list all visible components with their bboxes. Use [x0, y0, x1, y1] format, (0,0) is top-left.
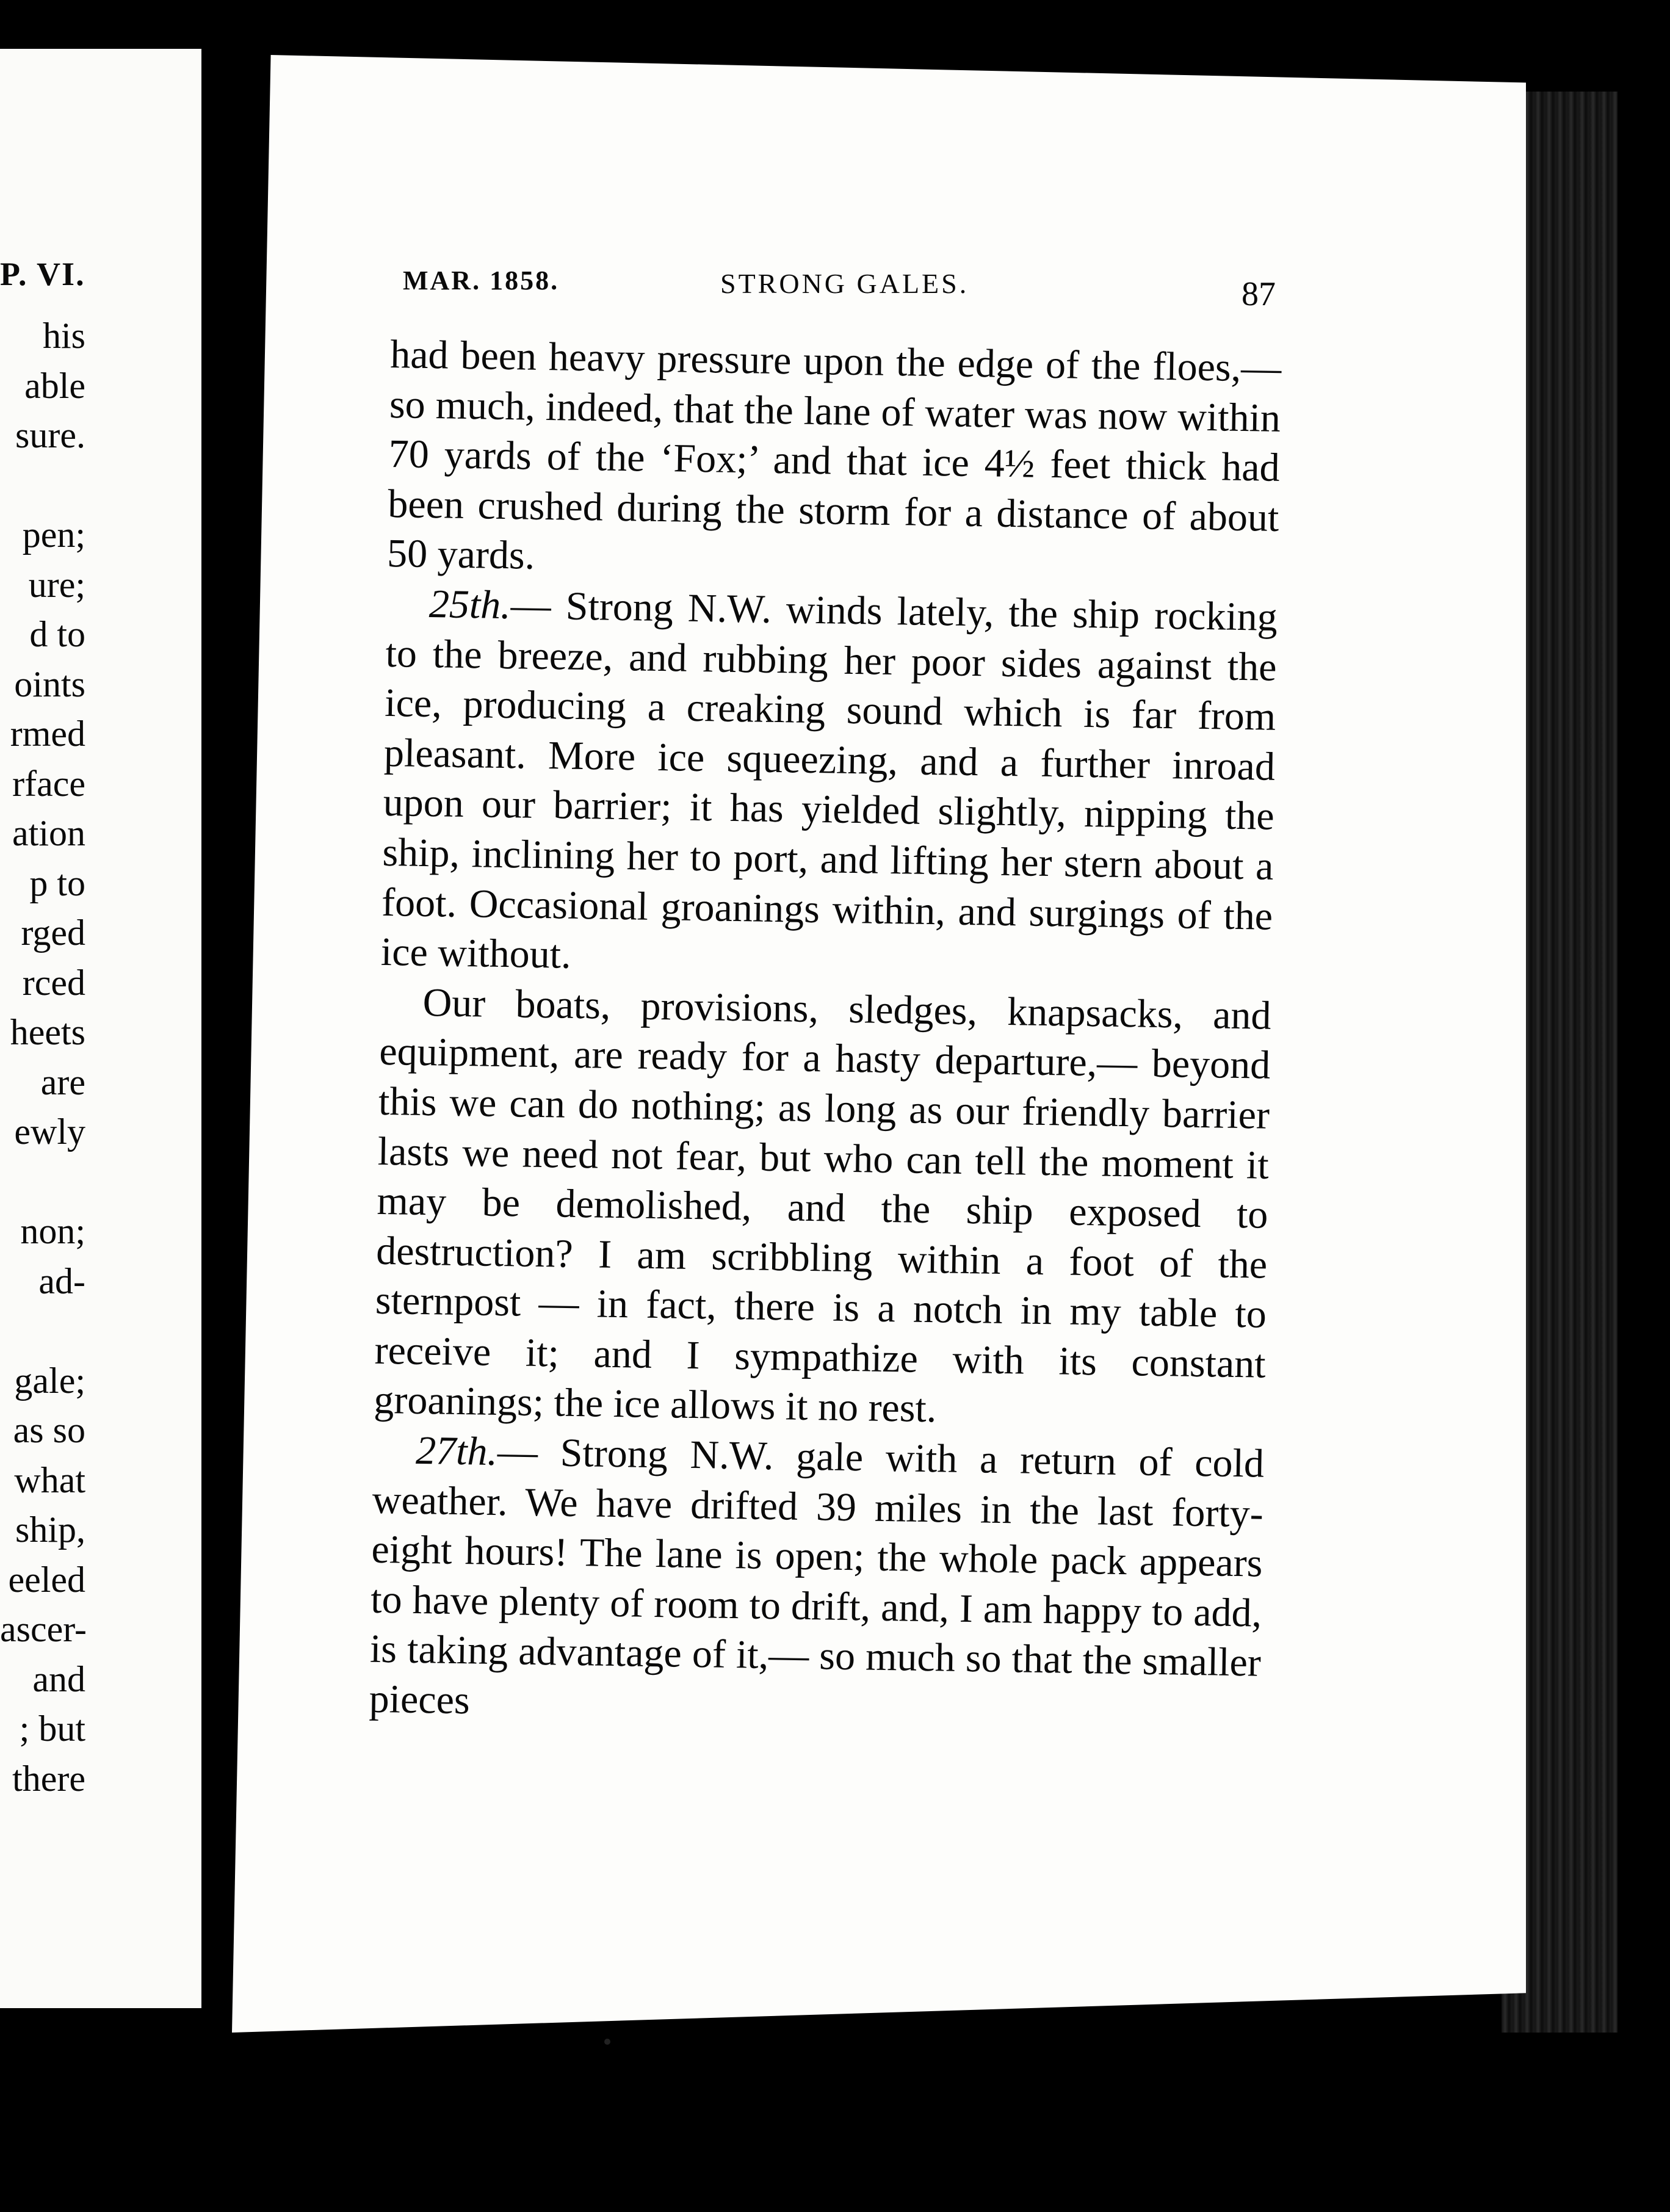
left-line: sure.	[15, 415, 85, 455]
left-line: able	[24, 365, 85, 406]
left-line: ad-	[38, 1260, 85, 1301]
paragraph-text: — Strong N.W. winds lately, the ship rocking to the breeze, and rubbing her poor sides against the ice, producing a creaking sound which is far from pleasant. More ice squeezing, and a further inroad upon our barrier; it has yielded slightly, nipping the ship, inclining her to port, and lifting her stern about a foot. Occasional groanings within, and surgings of the ice without.	[380, 583, 1278, 977]
left-line: non;	[20, 1211, 85, 1251]
left-line: heets	[10, 1012, 85, 1052]
left-line: p to	[29, 862, 85, 903]
paragraph	[369, 1425, 1265, 1738]
left-line: ation	[12, 813, 85, 853]
paragraph-text: — Strong N.W. gale with a return of cold weather. We have drifted 39 miles in the last forty-eight hours! The lane is open; the whole pack appears to have plenty of room to drift, and, I am happy to add, is taking advantage of it,— so much so that the smaller pieces	[369, 1429, 1265, 1723]
left-line: eeled	[8, 1559, 85, 1600]
left-line: rface	[12, 763, 85, 804]
running-head-title: STRONG GALES.	[720, 268, 969, 299]
body-text	[369, 330, 1282, 1738]
left-line: his	[42, 316, 85, 356]
left-running-head: P. VI.	[0, 256, 85, 292]
left-page	[0, 49, 201, 2008]
running-head	[403, 256, 1276, 317]
left-line	[0, 1157, 201, 1207]
left-line: what	[14, 1459, 85, 1500]
left-line: rged	[21, 913, 85, 953]
left-line: are	[40, 1061, 85, 1102]
left-line: rced	[22, 962, 85, 1003]
left-line: and	[32, 1658, 85, 1699]
paragraph	[380, 579, 1278, 991]
left-line: pen;	[22, 515, 85, 555]
left-line: ship,	[15, 1509, 85, 1550]
left-line: gale;	[14, 1360, 85, 1401]
left-line: rmed	[10, 714, 85, 754]
left-line: d to	[29, 614, 85, 654]
left-line	[0, 461, 201, 511]
left-line: there	[12, 1758, 85, 1799]
left-line: ewly	[14, 1111, 85, 1152]
paragraph: had been heavy pressure upon the edge of the floes,— so much, indeed, that the lane of water was now within 70 yards of the ‘Fox;’ and that ice 4½ feet thick had been crushed during the storm for a distance of about 50 yards.	[386, 331, 1282, 579]
entry-date: 25th.	[428, 582, 511, 628]
running-head-date: MAR. 1858.	[403, 266, 560, 295]
paragraph: Our boats, provisions, sledges, knapsacks, and equipment, are ready for a hasty departure,— beyond this we can do nothing; as long as our friendly barrier lasts we need not fear, but who can tell the moment it may be demolished, and the ship exposed to destruction? I am scribbling within a foot of the sternpost — in fact, there is a notch in my table to receive it; and I sympathize with its constant groanings; the ice allows it no rest.	[373, 980, 1272, 1431]
left-line	[0, 1306, 201, 1356]
left-line: ascer-	[0, 1609, 87, 1649]
left-line: as so	[13, 1410, 85, 1450]
left-page-text	[0, 311, 201, 1804]
left-line: oints	[14, 663, 85, 704]
entry-date: 27th.	[415, 1428, 498, 1475]
print-mark	[604, 2039, 610, 2045]
left-line: ; but	[19, 1708, 85, 1749]
left-line: ure;	[28, 564, 85, 605]
page-number: 87	[1242, 275, 1276, 313]
